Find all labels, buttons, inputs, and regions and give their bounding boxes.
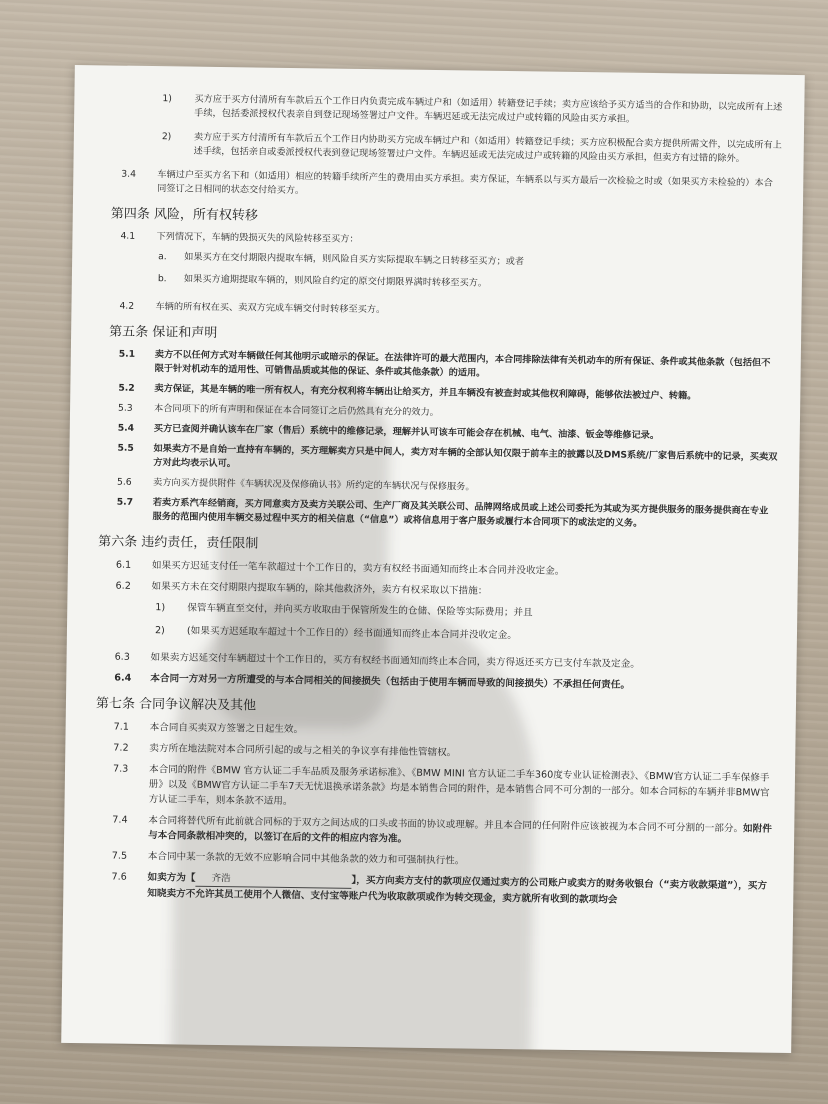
clause-7-3: 7.3 本合同的附件《BMW 官方认证二手车品质及服务承诺标准》、《BMW MINI 官方认证二手车360度专业认证检测表》、《BMW官方认证二手车保修手册》以及《BMW官方认证二手车7天无忧退换承诺条款》均是本销售合同的附件，是本销售合同不可分割的一部分。如本合同标的车辆并非BMW官方认证二手车，则本条款不适用。 (112, 763, 770, 808)
contract-page (61, 65, 805, 1053)
clause-4-2: 4.2 车辆的所有权在买、卖双方完成车辆交付时转移至买方。 (119, 300, 386, 316)
clause-7-2: 7.2 卖方所在地法院对本合同所引起的或与之相关的争议享有排他性管辖权。 (113, 742, 457, 759)
clause-7-5: 7.5 本合同中某一条款的无效不应影响合同中其他条款的效力和可强制执行性。 (111, 850, 465, 867)
clause-item: 1) 买方应于买方付清所有车款后五个工作日内负责完成车辆过户和（如适用）转籍登记手续；卖方应该给予买方适当的合作和协助，以完成所有上述手续，包括委派授权代表亲自到登记现场签署过户文件。车辆迟延或无法完成过户或转籍的风险由买方承担。 (162, 93, 783, 125)
clause-6-2: 6.2 如果买方未在交付期限内提取车辆的，除其他救济外，卖方有权采取以下措施： (115, 580, 488, 597)
contract-text (93, 91, 782, 915)
clause-6-1: 6.1 如果买方迟延支付任一笔车款超过十个工作日的，卖方有权经书面通知而终止本合同并没收定金。 (115, 559, 565, 577)
clause-7-4: 7.4 本合同将替代所有此前就合同标的于双方之间达成的口头或书面的协议或理解。并且本合同的任何附件应该被视为本合同不可分割的一部分。如附件与本合同条款相冲突的，以签订在后的文件的相应内容为准。 (112, 814, 772, 845)
clause-7-6: 7.6 如卖方为【 齐浩 】，买方向卖方支付的款项应仅通过卖方的公司账户或卖方的财务收银台（“卖方收款渠道”），买方知晓卖方不允许其员工使用个人微信、支付宝等账户代为收取款项或作为转交现金，卖方就所有收到的款项均会 (111, 871, 768, 906)
clause-6-4: 6.4 本合同一方对另一方所遭受的与本合同相关的间接损失（包括由于使用车辆而导致的间接损失）不承担任何责任。 (114, 672, 631, 691)
section-7-heading: 第七条 合同争议解决及其他 (95, 696, 257, 714)
clause-6-2-1: 1) 保管车辆直至交付，并向买方收取由于保管所发生的仓储、保险等实际费用；并且 (155, 602, 533, 619)
clause-5-5: 5.5 如果卖方不是自始一直持有车辆的，买方理解卖方只是中间人，卖方对车辆的全部认知仅限于前车主的披露以及DMS系统/厂家售后系统中的记录，买卖双方对此均表示认可。 (117, 442, 778, 470)
clause-item: 2) 卖方应于买方付清所有车款后五个工作日内协助买方完成车辆过户和（如适用）转籍登记手续；买方应积极配合卖方提供所需文件，以完成所有上述手续，包括亲自或委派授权代表到登记现场签署过户文件。车辆迟延或无法完成过户或转籍的风险由买方承担，但卖方有过错的除外。 (161, 131, 782, 165)
clause-4-1-a: a. 如果买方在交付期限内提取车辆，则风险自买方实际提取车辆之日转移至买方；或者 (158, 251, 525, 268)
clause-5-1: 5.1 卖方不以任何方式对车辆做任何其他明示或暗示的保证。在法律许可的最大范围内，本合同排除法律有关机动车的所有保证、条件或其他条款（包括但不限于针对机动车的适用性、可销售品质或其他的保证、条件或其他条款）的适用。 (118, 348, 771, 379)
clause-5-4: 5.4 买方已查阅并确认该车在厂家（售后）系统中的维修记录，理解并认可该车可能会存在机械、电气、油漆、钣金等维修记录。 (117, 422, 660, 442)
clause-6-3: 6.3 如果卖方迟延交付车辆超过十个工作日的，买方有权经书面通知而终止本合同，卖方得返还买方已支付车款及定金。 (114, 651, 640, 670)
section-6-heading: 第六条 违约责任，责任限制 (98, 534, 259, 552)
clause-7-1: 7.1 本合同自买卖双方签署之日起生效。 (113, 721, 304, 736)
clause-4-1: 4.1 下列情况下，车辆的毁损灭失的风险转移至买方： (120, 230, 359, 245)
clause-3-4: 3.4 车辆过户至买方名下和（如适用）相应的转籍手续所产生的费用由买方承担。卖方保证，车辆系以与买方最后一次检验之时或（如果买方未检验的）本合同签订之日相同的状态交付给买方。 (121, 168, 773, 197)
seller-name-field: 齐浩 (195, 871, 351, 889)
clause-5-7: 5.7 若卖方系汽车经销商，买方同意卖方及卖方关联公司、生产厂商及其关联公司、品牌网络成员或上述公司委托为其或为买方提供服务的服务提供商在专业服务的范围内使用车辆交易过程中买方的相关信息（“信息”）或将信息用于客户服务或履行本合同项下的或法定的义务。 (116, 496, 769, 529)
section-5-heading: 第五条 保证和声明 (109, 324, 218, 341)
clause-5-3: 5.3 本合同项下的所有声明和保证在本合同签订之后仍然具有充分的效力。 (117, 402, 439, 419)
clause-5-6: 5.6 卖方向买方提供附件《车辆状况及保修确认书》所约定的车辆状况与保修服务。 (116, 476, 475, 493)
clause-5-2: 5.2 卖方保证，其是车辆的唯一所有权人，有充分权利将车辆出让给买方，并且车辆没有被查封或其他权利障碍，能够依法被过户、转籍。 (118, 382, 697, 402)
section-4-heading: 第四条 风险，所有权转移 (110, 206, 259, 224)
clause-6-2-2: 2) (如果买方迟延取车超过十个工作日的）经书面通知而终止本合同并没收定金。 (154, 625, 517, 642)
clause-4-1-b: b. 如果买方逾期提取车辆的，则风险自约定的原交付期限界满时转移至买方。 (157, 273, 488, 289)
